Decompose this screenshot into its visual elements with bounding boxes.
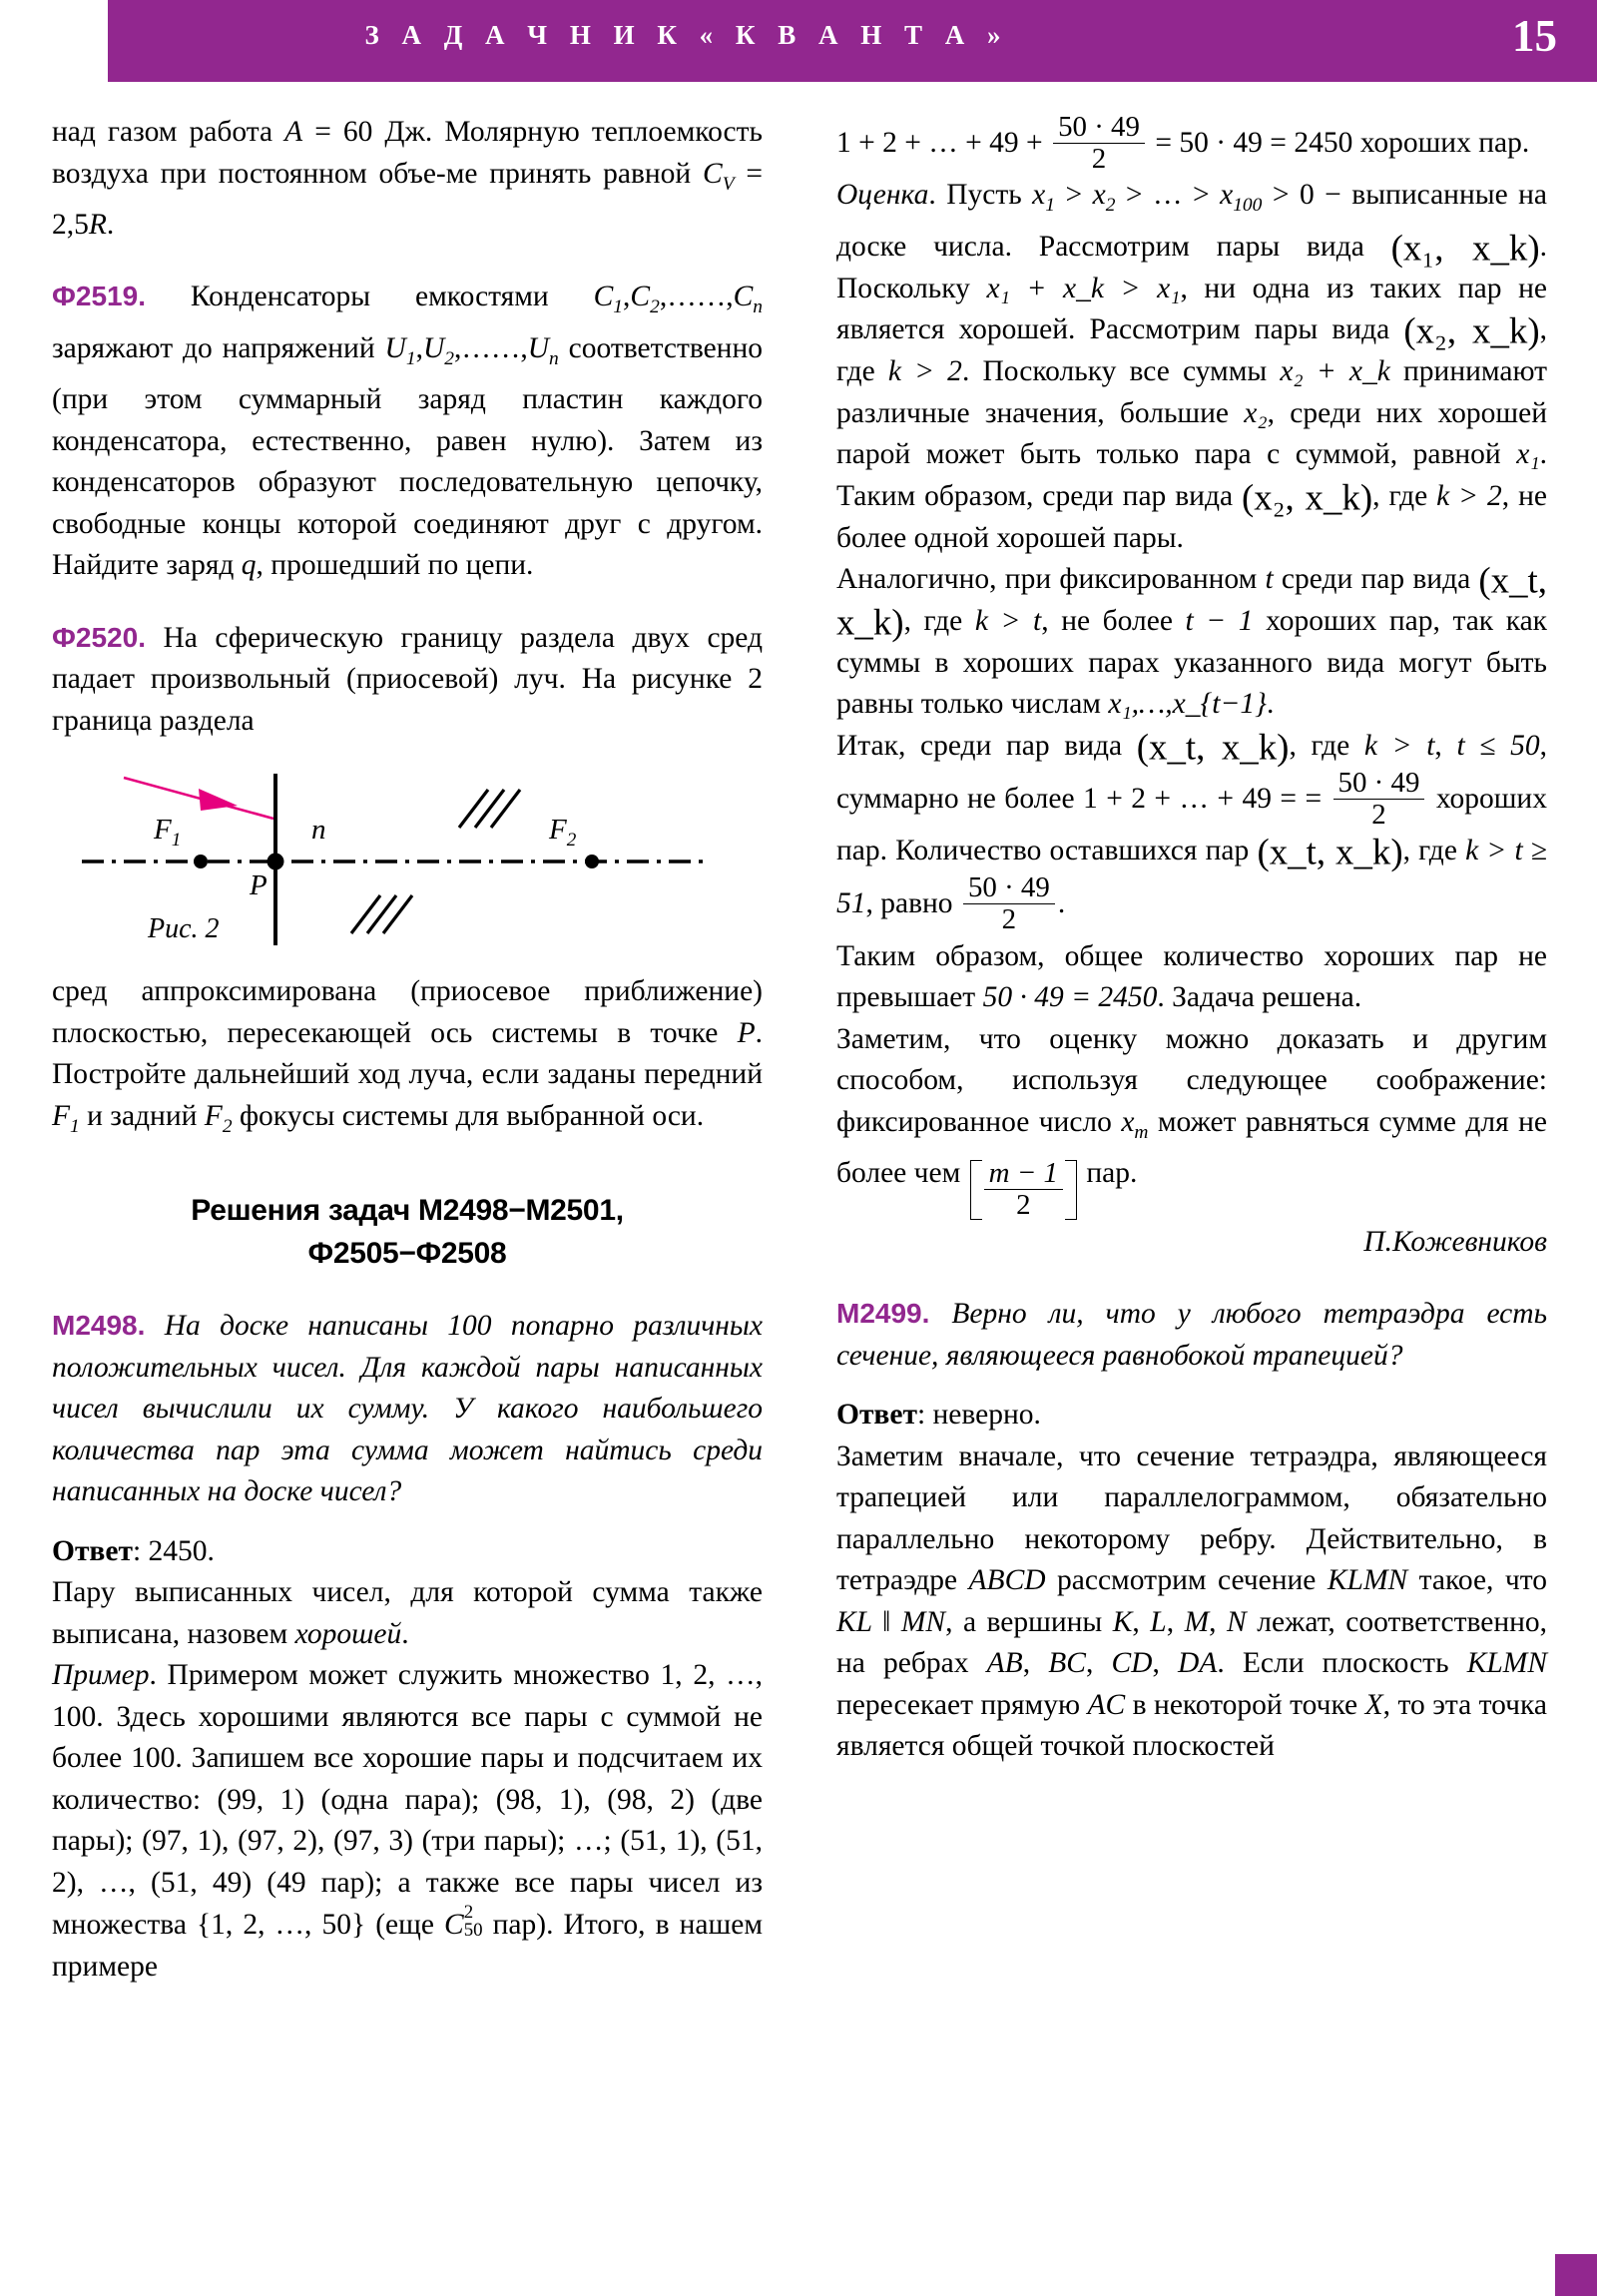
edge-AB: AB <box>986 1647 1023 1680</box>
estimate-c: . Поскольку <box>836 230 1547 304</box>
cond-k-gt-2: k > 2 <box>887 355 962 388</box>
figure-caption: Рис. 2 <box>148 913 220 945</box>
sol2499-g: пересекает прямую <box>836 1688 1088 1721</box>
cond-k-gt-2b: k > 2 <box>1436 479 1502 512</box>
point-X: X <box>1364 1688 1383 1721</box>
right-column <box>836 112 1547 1768</box>
var-C1: C <box>593 281 614 313</box>
problem-f2519-text-e: соответственно (при этом суммарный заряд пластин каждого конденсатора, естественно, равен нулю). Затем из конденсаторов образуют последовательную цепочку, свободные концы которой соединяют друг с другом. Найдите заряд <box>52 331 764 582</box>
combination-superscript: 2 <box>463 1902 474 1924</box>
problem-f2520-text: На сферическую границу раздела двух сред падает произвольный (приосевой) луч. На рисунке 2 граница раздела <box>52 621 763 737</box>
figure-label-n: n <box>311 814 326 847</box>
gt-1: > <box>1055 179 1093 212</box>
f2520-cont-d: фокусы системы для выбранной оси. <box>232 1099 705 1132</box>
solution-m2498-para2 <box>52 1655 763 1988</box>
problem-f2520-continued <box>52 971 763 1147</box>
spacer <box>52 1275 763 1305</box>
itak-d: , суммарно не более <box>836 729 1548 815</box>
var-U1: U <box>384 331 406 364</box>
itak-eq: = <box>1305 782 1331 815</box>
solution-author: П.Кожевников <box>1363 1225 1547 1258</box>
solution-m2499: Заметим вначале, что сечение тетраэдра, являющееся трапецией или параллелограммом, обязательно параллельно некоторому ребру. Действительно, в тетраэдре ABCD рассмотрим сечение KLMN такое, что KL ‖ MN, а вершины K, L, M, N лежат, соответственно, на ребрах AB, BC, CD, DA. Если плоскость KLMN пересекает прямую AC в некоторой точке X, то эта точка является общей точкой плоскостей <box>836 1439 1548 1763</box>
estimate-k: , не более одной хорошей пары. <box>836 479 1547 554</box>
sol2499-h: в некоторой точке <box>1125 1688 1365 1721</box>
problem-f2520 <box>52 617 763 743</box>
edge-BC: BC <box>1048 1647 1086 1680</box>
point-F1-dot <box>194 855 208 868</box>
pair-xt-xk-3: (x_t, x_k) <box>1257 831 1403 872</box>
itak-g: , равно <box>865 887 960 920</box>
parallel-KL-MN: KL ‖ MN <box>836 1605 946 1638</box>
section-KLMN: KLMN <box>1327 1564 1408 1597</box>
list-x1-xt1: x₁,…,x_{t−1} <box>1108 688 1267 721</box>
itak-paragraph <box>836 726 1547 936</box>
page-number: 15 <box>1512 11 1557 61</box>
sol2499-a: Заметим вначале, что сечение тетраэдра, являющееся трапецией или параллелограммом, обязательно параллельно некоторому ребру. Действительно, в тетраэдре <box>836 1439 1547 1597</box>
analog-b: среди пар вида <box>1273 563 1479 596</box>
var-F2: F <box>204 1099 223 1132</box>
ellipsis-4: …, <box>490 331 528 364</box>
answer-m2499-label: Ответ <box>836 1399 917 1432</box>
answer-m2498-value: : 2450. <box>132 1534 215 1567</box>
page-header-banner <box>108 0 1597 82</box>
itak-f: , где <box>1402 835 1466 867</box>
vertex-K: K <box>1112 1605 1133 1638</box>
remark-b: может равняться сумме для не более чем <box>836 1105 1547 1190</box>
sol2499-d: , а вершины <box>945 1605 1113 1638</box>
ellipsis-2: …, <box>696 281 734 313</box>
cond-k-gt-t: k > t <box>974 605 1042 638</box>
problem-f2519-tag: Ф2519. <box>52 281 146 312</box>
itak-c: , <box>1434 729 1457 762</box>
formula1-lead: 1 + 2 + … + 49 + <box>836 127 1051 159</box>
answer-m2498-label: Ответ <box>52 1534 133 1567</box>
edge-DA: DA <box>1178 1647 1218 1680</box>
analog-d: , не более <box>1041 605 1186 638</box>
problem-m2499 <box>836 1293 1547 1377</box>
sol2499-i: , то эта точка является общей точкой плоскостей <box>836 1688 1547 1763</box>
combination-C: C <box>444 1909 464 1942</box>
cond-k-gt-t-ge-51: k > t ≥ 51 <box>836 835 1548 920</box>
estimate-g: принимают различные значения, большие <box>836 355 1547 429</box>
ellipsis-3: ,… <box>453 331 491 364</box>
journal-section-title: З А Д А Ч Н И К « К В А Н Т А » <box>364 20 1009 50</box>
value-x1: x₁ <box>1516 438 1540 471</box>
plane-KLMN: KLMN <box>1466 1647 1548 1680</box>
var-xm: x <box>1121 1105 1135 1138</box>
problem-m2499-tag: М2499. <box>836 1298 930 1330</box>
conclusion-b: . Задача решена. <box>1157 981 1362 1014</box>
var-Cv: C <box>703 157 723 190</box>
spacer <box>836 1377 1547 1395</box>
vertex-N: N <box>1227 1605 1247 1638</box>
problem-m2498 <box>52 1305 763 1513</box>
continued-text-part1: над газом работа <box>52 116 285 148</box>
sol-p1-italic: хорошей <box>294 1617 402 1650</box>
problem-f2519-text-a: Конденсаторы емкостями <box>145 281 594 313</box>
pair-x2-xk: (x₂, x_k) <box>1403 309 1540 351</box>
answer-m2499 <box>836 1395 1547 1436</box>
var-A: A <box>284 116 303 148</box>
conclusion-paragraph <box>836 936 1547 1019</box>
continued-paragraph <box>52 112 763 246</box>
fraction-numerator-c: 50 · 49 <box>967 871 1050 904</box>
spacer <box>52 1147 763 1189</box>
figure-label-P: P <box>250 869 267 902</box>
fraction-numerator-b: 50 · 49 <box>1337 766 1420 799</box>
sol-p2-a: . Примером может служить множество 1, 2, …, 100. Здесь хорошими являются все пары с суммой не более 100. Запишем все хорошие пары и подсчитаем их количество: (99, 1) (одна пара); (98, 1), (98, 2) (две пары); (97, 1), (97, 2), (97, 3) (три пары); …; (51, 1), (51, 2), …, (51, 49) (49 пар); а также все пары чисел из множества {1, 2, …, 50} (еще <box>52 1659 763 1942</box>
tetrahedron-ABCD: ABCD <box>968 1564 1046 1597</box>
floor-fraction <box>984 1158 1063 1221</box>
var-Cn-subscript: n <box>753 296 763 318</box>
ineq-x1-xk: x₁ + x_k > x₁ <box>986 272 1181 304</box>
var-Cn: C <box>733 281 754 313</box>
spacer <box>836 1263 1547 1293</box>
sol-p2-italic-label: Пример <box>52 1659 150 1692</box>
hatching-lower <box>351 895 412 933</box>
var-x1: x <box>1032 179 1046 212</box>
problem-f2519: Ф2519. Конденсаторы емкостями $C_1,C_2,\dots\dots,C_n$ заряжают до напряжений $U_1,U_2,\dots\dots,U_n$ соответственно (при этом суммарный заряд пластин каждого конденсатора, естественно, равен нулю). Затем из конденсаторов образуют последовательную цепочку, свободные концы которой соединяют друг с другом. Найдите заряд q, прошедший по цепи. <box>52 281 764 582</box>
ellipsis-1: ,… <box>659 281 697 313</box>
spacer <box>52 1513 763 1531</box>
figure-label-F2: $F_2$ <box>549 814 577 851</box>
remark-c: пар. <box>1078 1157 1138 1190</box>
fraction-numerator: 50 · 49 <box>1058 111 1140 143</box>
chain-dots: > … > <box>1115 179 1221 212</box>
answer-m2499-value: : неверно. <box>916 1399 1041 1432</box>
analog-e: хороших пар, так как суммы в хороших парах указанного вида могут быть равны только числам <box>836 605 1548 721</box>
cond-k-gt-t-2: k > t <box>1363 729 1435 762</box>
figure-label-F1: $F_1$ <box>154 814 182 851</box>
var-x1-sub: 1 <box>1045 195 1055 217</box>
chain-end: > 0 − <box>1262 179 1341 212</box>
problem-m2498-tag: М2498. <box>52 1310 146 1342</box>
analog-f: . <box>1266 688 1275 721</box>
sol-p2-b: пар). Итого, в нашем примере <box>52 1909 763 1983</box>
figure-ris-2 <box>52 756 763 965</box>
line-AC: AC <box>1087 1688 1126 1721</box>
itak-e: хороших пар. Количество оставшихся пар <box>836 782 1547 867</box>
pair-x2-xk-2: (x₂, x_k) <box>1242 476 1373 518</box>
answer-m2498 <box>52 1531 763 1573</box>
var-U2: U <box>422 331 445 364</box>
bound-t-minus-1: t − 1 <box>1185 605 1254 638</box>
f2520-cont-a: сред аппроксимирована (приосевое приближение) плоскостью, пересекающей ось системы в точке <box>52 975 763 1049</box>
formula-sum-2450 <box>836 112 1547 175</box>
var-U2-subscript: 2 <box>444 347 454 369</box>
itak-a: Итак, среди пар вида <box>836 729 1137 762</box>
hatching-upper <box>459 790 520 828</box>
var-xm-sub: m <box>1134 1121 1149 1143</box>
estimate-h: , среди них хорошей парой может быть только пара с суммой, равной <box>836 396 1547 471</box>
var-C2-subscript: 2 <box>650 296 660 318</box>
analog-paragraph <box>836 559 1547 726</box>
continued-text-end: . <box>106 208 115 241</box>
fraction-denominator: 2 <box>1053 143 1145 175</box>
solutions-heading-line1: Решения задач М2498−М2501, <box>191 1194 624 1228</box>
problem-f2519-text-c: заряжают до напряжений <box>52 331 385 364</box>
cond-t-le-50: t ≤ 50 <box>1456 729 1540 762</box>
itak-b: , где <box>1289 729 1364 762</box>
estimate-j: , где <box>1372 479 1437 512</box>
point-F2-dot <box>585 855 599 868</box>
var-q: q <box>241 549 257 582</box>
remark-a: Заметим, что оценку можно доказать и другим способом, используя следующее соображение: фиксированное число <box>836 1022 1547 1138</box>
solutions-section-heading <box>52 1189 763 1275</box>
var-F1: F <box>52 1099 71 1132</box>
var-U1-subscript: 1 <box>405 347 416 369</box>
floor-bracket-expression <box>970 1158 1077 1221</box>
formula1-tail: = 50 · 49 = 2450 хороших пар. <box>1147 127 1530 159</box>
analog-c: , где <box>903 605 975 638</box>
pair-x1-xk: (x₁, x_k) <box>1390 227 1540 269</box>
estimate-label: Оценка <box>836 179 929 212</box>
floor-numerator: m − 1 <box>988 1157 1058 1190</box>
problem-m2499-statement: Верно ли, что у любого тетраэдра есть сечение, являющееся равнобокой трапецией? <box>836 1298 1547 1372</box>
estimate-a: . Пусть <box>928 179 1033 212</box>
var-F1-subscript: 1 <box>70 1115 80 1137</box>
var-C2: C <box>630 281 651 313</box>
value-x2: x₂ <box>1244 396 1268 429</box>
problem-f2520-tag: Ф2520. <box>52 621 146 653</box>
estimate-i: . Таким образом, среди пар вида <box>836 438 1547 512</box>
var-F2-subscript: 2 <box>222 1115 233 1137</box>
fraction-50x49-over-2-c <box>963 872 1055 935</box>
f2520-cont-c: и задний <box>79 1099 205 1132</box>
floor-denominator: 2 <box>984 1189 1063 1221</box>
pair-xt-xk-2: (x_t, x_k) <box>1136 726 1290 768</box>
var-P: P <box>737 1016 756 1049</box>
vertex-L: L <box>1150 1605 1167 1638</box>
conclusion-a: Таким образом, общее количество хороших пар не превышает <box>836 939 1547 1014</box>
var-C1-subscript: 1 <box>613 296 624 318</box>
problem-m2498-statement: На доске написаны 100 попарно различных положительных чисел. Для каждой пары написанных чисел вычислили их сумму. У какого наибольшего количества пар эта сумма может найтись среди написанных на доске чисел? <box>52 1310 763 1508</box>
incident-ray-line <box>124 778 273 819</box>
problem-f2519-text-f: , прошедший по цепи. <box>256 549 534 582</box>
corner-decoration-square <box>1555 2254 1597 2296</box>
sol2499-b: рассмотрим сечение <box>1045 1564 1328 1597</box>
fraction-denominator-c: 2 <box>963 903 1055 935</box>
sol2499-f: . Если плоскость <box>1217 1647 1467 1680</box>
sol2499-c: такое, что <box>1407 1564 1547 1597</box>
var-Un-subscript: n <box>549 347 559 369</box>
analog-a: Аналогично, при фиксированном <box>836 563 1266 596</box>
spacer <box>52 587 763 617</box>
continued-text-part3: = 2,5 <box>52 157 764 241</box>
var-Cv-subscript: V <box>722 173 735 195</box>
combination-subscript: 50 <box>463 1919 483 1941</box>
f2520-cont-b: . Постройте дальнейший ход луча, если заданы передний <box>52 1016 763 1091</box>
sum-x2-xk: x₂ + x_k <box>1280 355 1390 388</box>
fraction-denominator-b: 2 <box>1333 799 1425 831</box>
var-t: t <box>1265 563 1274 596</box>
remark-paragraph <box>836 1019 1547 1222</box>
spacer <box>52 246 763 276</box>
vertex-M: M <box>1184 1605 1210 1638</box>
sol2499-e: лежат, соответственно, на ребрах <box>836 1605 1548 1680</box>
estimate-b: выписанные на доске числа. Рассмотрим пары вида <box>836 179 1548 263</box>
solution-m2498-para1 <box>52 1572 763 1655</box>
continued-text-part2: = 60 Дж. Молярную теплоемкость воздуха при постоянном объе-ме принять равной <box>52 116 763 190</box>
pair-xt-xk: (x_t, x_k) <box>836 559 1547 643</box>
var-Un: U <box>527 331 550 364</box>
estimate-f: . Поскольку все суммы <box>961 355 1281 388</box>
left-column <box>52 112 763 1988</box>
fraction-50x49-over-2-b <box>1333 768 1425 831</box>
sol-p1-b: . <box>401 1617 409 1650</box>
estimate-paragraph <box>836 175 1547 559</box>
estimate-d: , ни одна из таких пар не является хорошей. Рассмотрим пары вида <box>836 272 1548 346</box>
itak-h: . <box>1057 887 1066 920</box>
edge-CD: CD <box>1111 1647 1153 1680</box>
sol-p1-a: Пару выписанных чисел, для которой сумма также выписана, назовем <box>52 1576 763 1650</box>
itak-sum-expr: 1 + 2 + … + 49 = <box>1083 782 1306 815</box>
var-x100: x <box>1220 179 1234 212</box>
var-x2: x <box>1092 179 1106 212</box>
var-R: R <box>88 208 107 241</box>
var-x2-sub: 2 <box>1105 195 1116 217</box>
fraction-50x49-over-2 <box>1053 112 1145 175</box>
var-x100-sub: 100 <box>1233 195 1263 217</box>
conclusion-value: 50 · 49 = 2450 <box>982 981 1158 1014</box>
point-P-dot <box>267 854 284 870</box>
solutions-heading-line2: Ф2505−Ф2508 <box>307 1237 507 1271</box>
estimate-e: , где <box>836 313 1547 388</box>
